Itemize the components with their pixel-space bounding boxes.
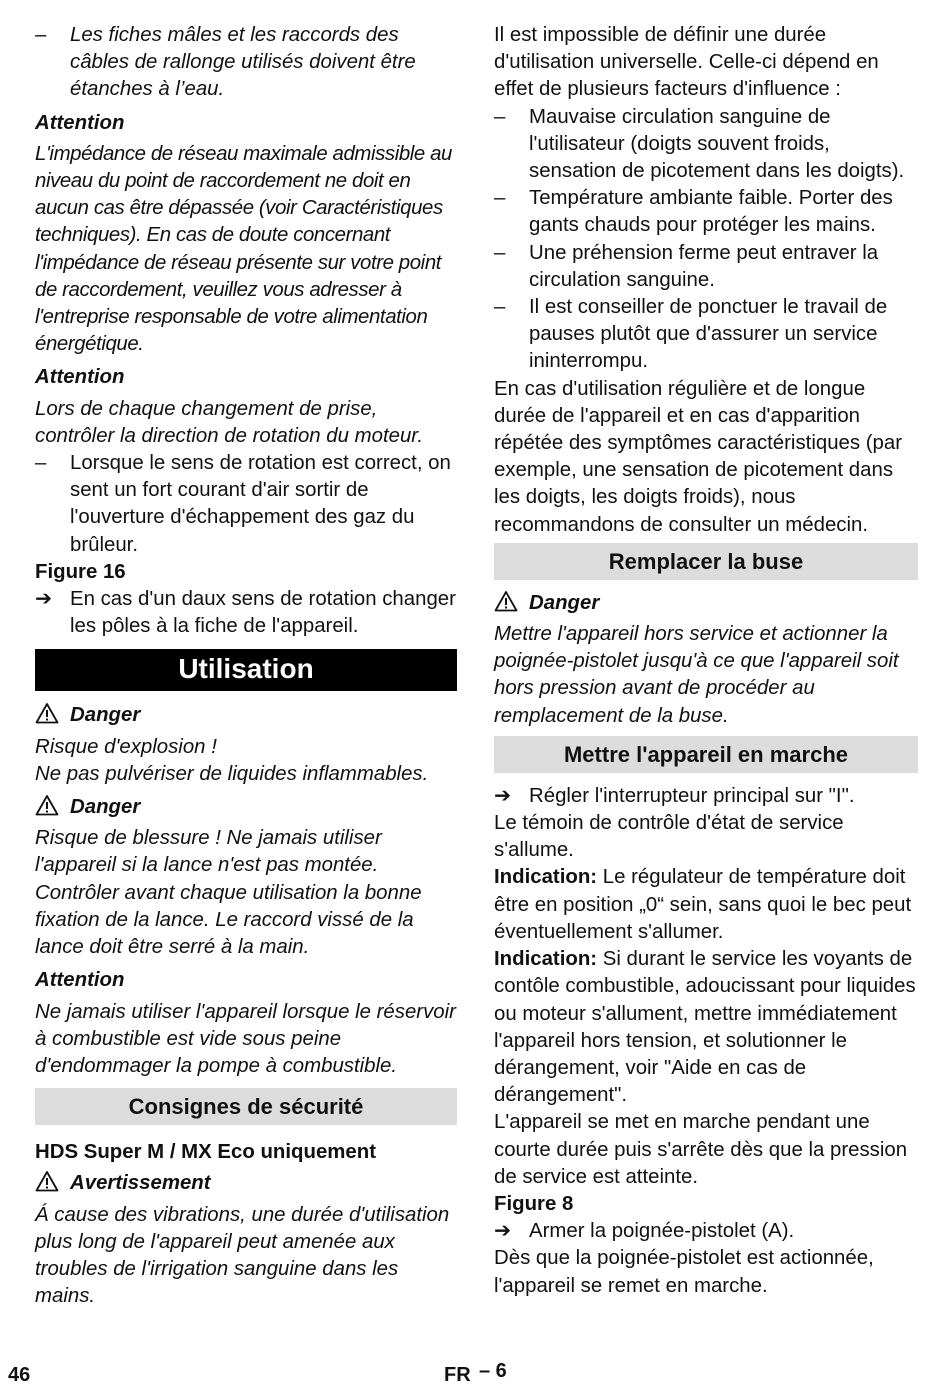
attention-text: Lors de chaque changement de prise, contrôler la direction de rotation du moteur.	[35, 397, 424, 447]
list-item	[35, 22, 457, 104]
figure-label: Figure 16	[35, 560, 126, 583]
indication-text: Le régulateur de température doit être en position „0“ sein, sans quoi le bec peut éventuellement s'allumer.	[494, 866, 912, 943]
list-item	[494, 104, 918, 186]
danger-title: Danger	[70, 704, 141, 727]
paragraph: Le témoin de contrôle d'état de service s'allume.	[494, 812, 844, 862]
attention-text: L'impédance de réseau maximale admissible au niveau du point de raccordement ne doit en aucun cas être dépassée (voir Caractéristiques techniques). En cas de doute concernant l'impédance de réseau présente sur votre point de raccordement, veuillez vous adresser à l'entreprise responsable de votre alimentation énergétique.	[35, 142, 452, 356]
figure-label: Figure 8	[494, 1192, 574, 1215]
warning-triangle-icon	[35, 1170, 70, 1197]
arrow-icon: ➔	[494, 1220, 512, 1243]
attention-heading: Attention	[35, 969, 125, 992]
warning-triangle-icon	[35, 794, 70, 821]
arrow-icon: ➔	[494, 784, 512, 807]
action-step	[35, 586, 457, 640]
bullet-text: Les fiches mâles et les raccords des câbles de rallonge utilisés doivent être étanches à l’eau.	[70, 24, 416, 101]
danger-text: Risque de blessure ! Ne jamais utiliser l'appareil si la lance n'est pas montée. Contrôler avant chaque utilisation la bonne fixation de la lance. Le raccord vissé de la lance doit être serré à la main.	[35, 827, 422, 959]
page-number: 46	[8, 1364, 31, 1386]
action-step	[494, 783, 918, 810]
indication-paragraph	[494, 864, 918, 946]
warning-heading	[35, 1170, 457, 1197]
danger-text: Ne pas pulvériser de liquides inflammables.	[35, 762, 429, 785]
step-text: Armer la poignée-pistolet (A).	[529, 1220, 795, 1243]
dash-bullet: –	[494, 105, 506, 128]
warning-triangle-icon	[494, 590, 529, 617]
list-item	[494, 185, 918, 239]
danger-heading	[35, 794, 457, 821]
dash-bullet: –	[494, 187, 506, 210]
section-heading-buse: Remplacer la buse	[494, 543, 918, 580]
intro-text: Il est impossible de définir une durée d'utilisation universelle. Celle-ci dépend en effet de plusieurs facteurs d'influence :	[494, 24, 879, 101]
bullet-text: Il est conseiller de ponctuer le travail de pauses plutôt que d'assurer un service ininterrompu.	[529, 296, 888, 373]
bullet-text: Lorsque le sens de rotation est correct, on sent un fort courant d'air sortir de l'ouverture d'échappement des gaz du brûleur.	[70, 452, 451, 556]
list-item	[494, 240, 918, 294]
danger-text: Mettre l'appareil hors service et actionner la poignée-pistolet jusqu'à ce que l'appareil soit hors pression avant de procéder au remplacement de la buse.	[494, 623, 899, 727]
danger-title: Danger	[70, 796, 141, 819]
attention-text: Ne jamais utiliser l'appareil lorsque le réservoir à combustible est vide sous peine d'endommager la pompe à combustible.	[35, 1000, 456, 1077]
subheading: HDS Super M / MX Eco uniquement	[35, 1141, 377, 1164]
bullet-text: Température ambiante faible. Porter des gants chauds pour protéger les mains.	[529, 187, 893, 237]
indication-text: Si durant le service les voyants de contôle combustible, adoucissant pour liquides ou moteur s'allument, mettre immédiatement l'appareil hors tension, et solutionner le dérangement, voir "Aide en cas de dérangement".	[494, 948, 916, 1107]
bullet-text: Mauvaise circulation sanguine de l'utilisateur (doigts souvent froids, sensation de picotement dans les doigts).	[529, 105, 905, 183]
step-text: En cas d'un daux sens de rotation changer les pôles à la fiche de l'appareil.	[70, 588, 456, 638]
warning-title: Avertissement	[70, 1172, 211, 1195]
list-item	[494, 294, 918, 376]
attention-heading: Attention	[35, 111, 125, 134]
danger-heading	[35, 702, 457, 729]
dash-bullet: –	[494, 296, 506, 319]
danger-heading	[494, 590, 918, 617]
action-step	[494, 1218, 918, 1245]
footer-language: FR	[444, 1364, 471, 1386]
dash-bullet: –	[35, 24, 47, 46]
paragraph: En cas d'utilisation régulière et de longue durée de l'appareil et en cas d'apparition répétée des symptômes caractéristiques (par exemple, une sensation de picotement dans les doigts, les doigts froids), nous recommandons de consulter un médecin.	[494, 377, 902, 536]
section-heading-marche: Mettre l'appareil en marche	[494, 736, 918, 773]
dash-bullet: –	[35, 452, 47, 475]
warning-text: Á cause des vibrations, une durée d'utilisation plus long de l'appareil peut amenée aux troubles de l'irrigation sanguine dans les mains.	[35, 1203, 450, 1308]
step-text: Régler l'interrupteur principal sur "I".	[529, 784, 855, 807]
dash-bullet: –	[494, 241, 506, 264]
bullet-text: Une préhension ferme peut entraver la circulation sanguine.	[529, 241, 879, 291]
section-heading-consignes: Consignes de sécurité	[35, 1088, 457, 1125]
indication-label: Indication:	[494, 866, 598, 889]
section-heading-utilisation: Utilisation	[35, 649, 457, 691]
right-column	[494, 22, 918, 1300]
list-item	[35, 450, 457, 559]
paragraph: Dès que la poignée-pistolet est actionnée, l'appareil se remet en marche.	[494, 1247, 874, 1297]
danger-text: Risque d'explosion !	[35, 735, 217, 758]
attention-heading: Attention	[35, 366, 125, 389]
indication-paragraph	[494, 946, 918, 1109]
warning-triangle-icon	[35, 702, 70, 729]
arrow-icon: ➔	[35, 588, 53, 611]
left-column	[35, 22, 457, 1310]
indication-label: Indication:	[494, 948, 598, 971]
footer-page-ref: – 6	[479, 1360, 507, 1382]
paragraph: L'appareil se met en marche pendant une courte durée puis s'arrête dès que la pression de service est atteinte.	[494, 1111, 908, 1188]
danger-title: Danger	[529, 591, 600, 614]
